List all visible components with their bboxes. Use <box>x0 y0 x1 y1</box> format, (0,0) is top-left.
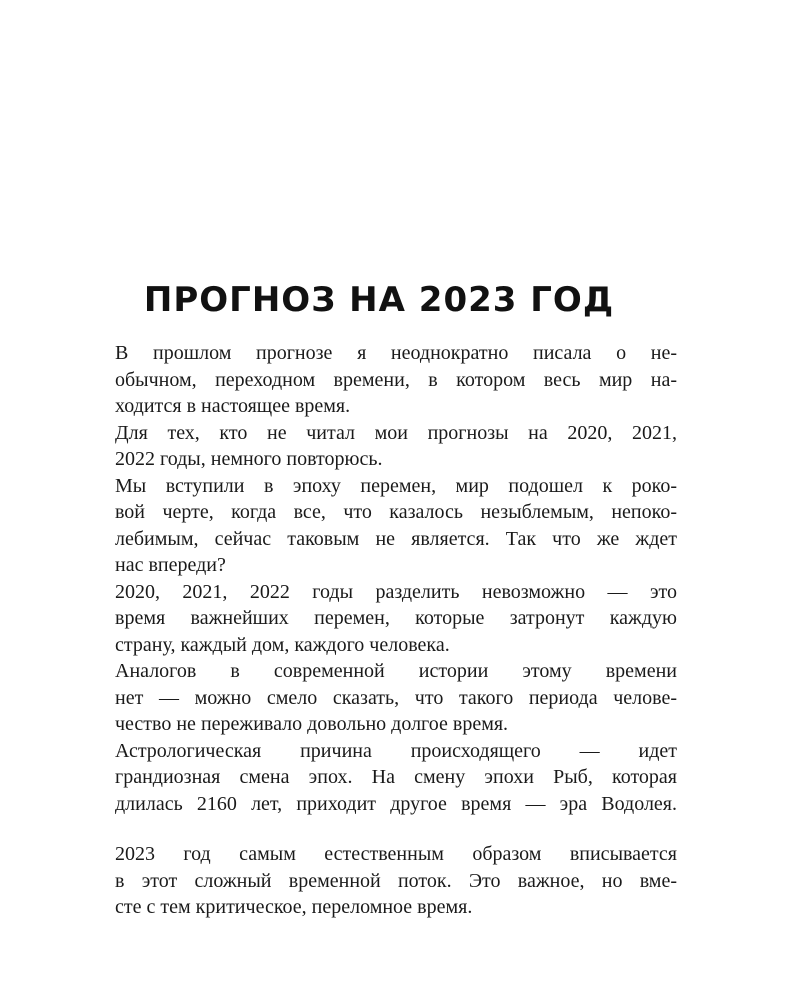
text-line: В прошлом прогнозе я неоднократно писала о не- <box>115 342 677 364</box>
paragraph-7 <box>79 841 677 921</box>
paragraph-2 <box>79 420 677 473</box>
text-line: обычном, переходном времени, в котором весь мир на- <box>115 368 677 391</box>
text-line: 2023 год самым естественным образом вписывается <box>115 843 677 865</box>
text-line: в этот сложный временной поток. Это важное, но вме- <box>115 869 677 892</box>
text-line: сте с тем критическое, переломное время. <box>115 896 473 918</box>
body-text <box>79 340 677 921</box>
text-line: длилась 2160 лет, приходит другое время — эра Водолея. <box>115 792 677 815</box>
text-line: Мы вступили в эпоху перемен, мир подошел к роко- <box>115 474 677 497</box>
text-line: ходится в настоящее время. <box>115 395 351 417</box>
paragraph-5 <box>79 658 677 738</box>
text-line: 2020, 2021, 2022 годы разделить невозможно — это <box>115 580 677 603</box>
paragraph-4 <box>79 579 677 659</box>
chapter-title: ПРОГНОЗ НА 2023 ГОД <box>143 280 615 320</box>
text-line: нет — можно смело сказать, что такого периода челове- <box>115 686 677 709</box>
text-line: лебимым, сейчас таковым не является. Так что же ждет <box>115 527 677 550</box>
text-line: чество не переживало довольно долгое время. <box>115 713 509 735</box>
text-line: вой черте, когда все, что казалось незыблемым, непоко- <box>115 501 677 523</box>
paragraph-1 <box>79 340 677 420</box>
text-line: Для тех, кто не читал мои прогнозы на 2020, 2021, <box>115 421 677 444</box>
paragraph-gap <box>79 817 677 841</box>
text-line: грандиозная смена эпох. На смену эпохи Рыб, которая <box>115 766 677 788</box>
paragraph-6 <box>79 738 677 818</box>
text-line: время важнейших перемен, которые затронут каждую <box>115 607 677 629</box>
text-line: 2022 годы, немного повторюсь. <box>115 448 383 470</box>
text-line: Астрологическая причина происходящего — идет <box>115 739 677 762</box>
text-line: страну, каждый дом, каждого человека. <box>115 633 450 656</box>
text-line: Аналогов в современной истории этому времени <box>115 660 677 682</box>
paragraph-3 <box>79 473 677 579</box>
text-line: нас впереди? <box>115 554 226 576</box>
